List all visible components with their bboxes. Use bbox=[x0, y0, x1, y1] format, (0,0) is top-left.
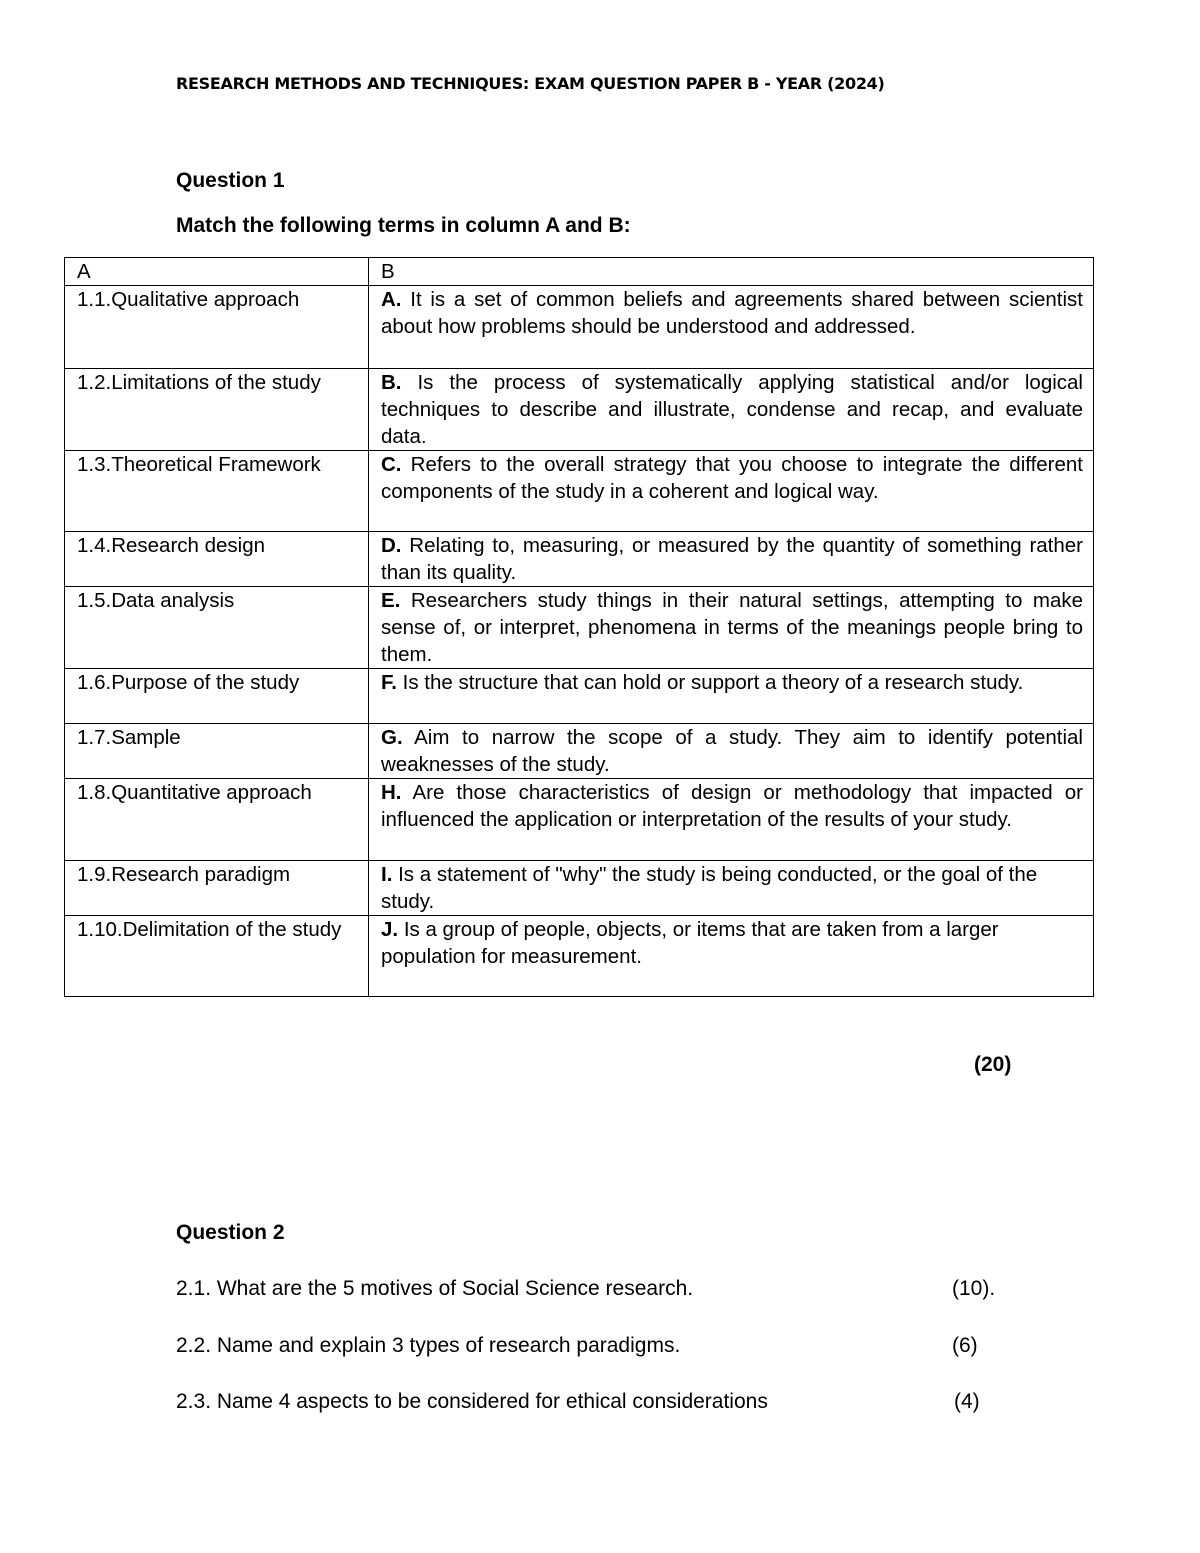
definition-text: Is the structure that can hold or support a theory of a research study. bbox=[402, 671, 1024, 694]
definition-letter: I. bbox=[381, 863, 393, 886]
question-marks: (4) bbox=[954, 1390, 980, 1413]
question-marks: (10). bbox=[952, 1277, 996, 1300]
term-cell: 1.6.Purpose of the study bbox=[65, 669, 369, 724]
definition-letter: J. bbox=[381, 918, 399, 941]
table-row bbox=[65, 451, 1094, 532]
term-cell: 1.10.Delimitation of the study bbox=[65, 916, 369, 997]
definition-text: Is a statement of "why" the study is being conducted, or the goal of the study. bbox=[381, 863, 1038, 913]
question-text: 2.2. Name and explain 3 types of research paradigms. bbox=[176, 1334, 681, 1357]
question-text: 2.3. Name 4 aspects to be considered for ethical considerations bbox=[176, 1390, 768, 1413]
definition-text: Researchers study things in their natural settings, attempting to make sense of, or interpret, phenomena in terms of the meanings people bring to them. bbox=[381, 589, 1084, 666]
table-row bbox=[65, 369, 1094, 451]
definition-cell bbox=[369, 532, 1094, 587]
term-cell: 1.8.Quantitative approach bbox=[65, 779, 369, 861]
table-row bbox=[65, 861, 1094, 916]
definition-text: Is the process of systematically applying statistical and/or logical techniques to describe and illustrate, condense and recap, and evaluate data. bbox=[381, 371, 1083, 448]
term-cell: 1.5.Data analysis bbox=[65, 587, 369, 669]
definition-text: Relating to, measuring, or measured by the quantity of something rather than its quality. bbox=[381, 534, 1083, 584]
definition-cell bbox=[369, 286, 1094, 369]
table-row bbox=[65, 532, 1094, 587]
definition-text: Are those characteristics of design or methodology that impacted or influenced the application or interpretation of the results of your study. bbox=[381, 781, 1083, 831]
question-marks: (6) bbox=[952, 1334, 978, 1357]
definition-cell bbox=[369, 861, 1094, 916]
definition-letter: F. bbox=[381, 671, 397, 694]
matching-table bbox=[64, 257, 1094, 997]
definition-cell bbox=[369, 587, 1094, 669]
definition-cell bbox=[369, 724, 1094, 779]
table-header-row bbox=[65, 258, 1094, 286]
definition-cell bbox=[369, 916, 1094, 997]
definition-letter: E. bbox=[381, 589, 401, 612]
column-a-header: A bbox=[65, 258, 369, 286]
question-1-total-marks: (20) bbox=[974, 1053, 1012, 1076]
term-cell: 1.4.Research design bbox=[65, 532, 369, 587]
definition-letter: A. bbox=[381, 288, 402, 311]
term-cell: 1.7.Sample bbox=[65, 724, 369, 779]
term-cell: 1.1.Qualitative approach bbox=[65, 286, 369, 369]
question-2-heading: Question 2 bbox=[176, 1221, 285, 1244]
definition-text: Is a group of people, objects, or items that are taken from a larger population for measurement. bbox=[381, 918, 999, 968]
definition-cell bbox=[369, 451, 1094, 532]
question-1-heading: Question 1 bbox=[176, 169, 285, 192]
definition-text: Refers to the overall strategy that you choose to integrate the different components of the study in a coherent and logical way. bbox=[381, 453, 1083, 503]
term-cell: 1.2.Limitations of the study bbox=[65, 369, 369, 451]
definition-cell bbox=[369, 669, 1094, 724]
question-1-instruction: Match the following terms in column A and B: bbox=[176, 214, 631, 237]
table-row bbox=[65, 724, 1094, 779]
table-row bbox=[65, 779, 1094, 861]
table-row bbox=[65, 669, 1094, 724]
document-title: RESEARCH METHODS AND TECHNIQUES: EXAM QUESTION PAPER B - YEAR (2024) bbox=[176, 74, 885, 93]
term-cell: 1.9.Research paradigm bbox=[65, 861, 369, 916]
definition-cell bbox=[369, 779, 1094, 861]
definition-text: It is a set of common beliefs and agreements shared between scientist about how problems should be understood and addressed. bbox=[381, 288, 1083, 338]
definition-letter: H. bbox=[381, 781, 402, 804]
table-row bbox=[65, 587, 1094, 669]
definition-text: Aim to narrow the scope of a study. They aim to identify potential weaknesses of the study. bbox=[381, 726, 1083, 776]
definition-letter: C. bbox=[381, 453, 402, 476]
table-row bbox=[65, 916, 1094, 997]
definition-letter: G. bbox=[381, 726, 403, 749]
definition-letter: B. bbox=[381, 371, 402, 394]
table-row bbox=[65, 286, 1094, 369]
term-cell: 1.3.Theoretical Framework bbox=[65, 451, 369, 532]
definition-cell bbox=[369, 369, 1094, 451]
column-b-header: B bbox=[369, 258, 1094, 286]
definition-letter: D. bbox=[381, 534, 402, 557]
question-text: 2.1. What are the 5 motives of Social Science research. bbox=[176, 1277, 694, 1300]
